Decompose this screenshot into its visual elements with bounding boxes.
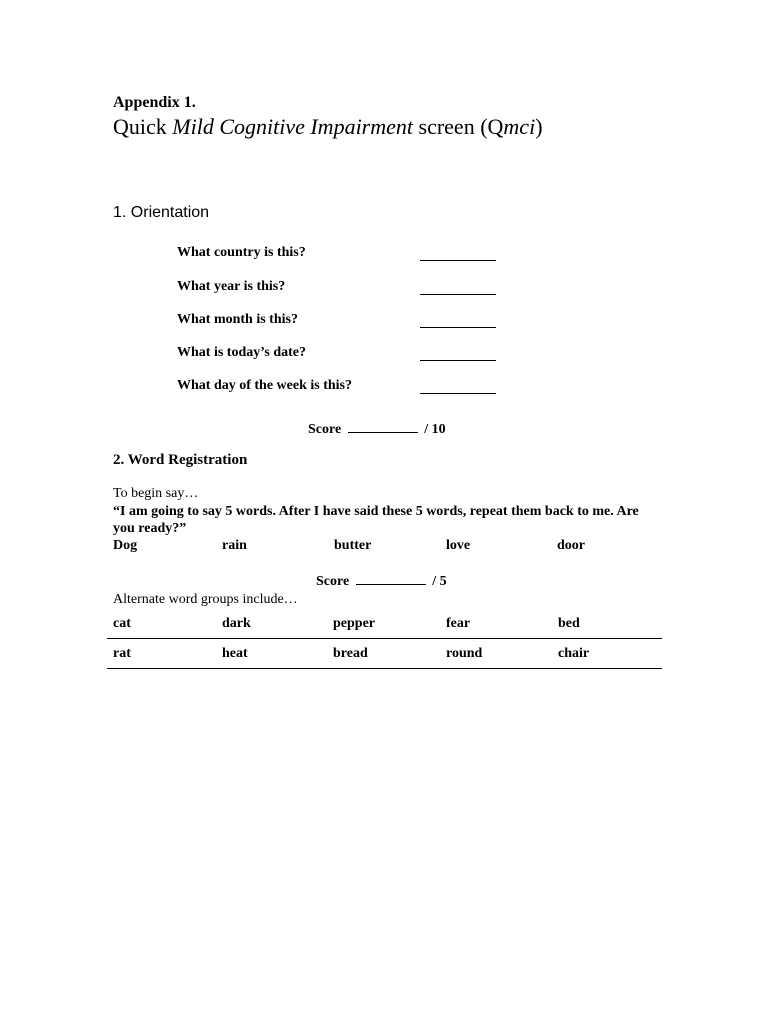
- intro-text: To begin say…: [113, 486, 199, 501]
- alt-word: chair: [558, 646, 590, 661]
- answer-blank[interactable]: [420, 294, 496, 295]
- alt-word: cat: [113, 616, 131, 631]
- answer-blank[interactable]: [420, 393, 496, 394]
- title-italic: Mild Cognitive Impairment: [172, 114, 414, 139]
- orientation-heading: 1. Orientation: [113, 204, 210, 221]
- score-label: Score: [308, 422, 342, 437]
- orientation-score: [308, 422, 446, 438]
- title-mid: screen (Q: [413, 114, 504, 139]
- table-divider: [107, 638, 662, 639]
- orientation-question: What year is this?: [177, 279, 286, 294]
- word-score: [316, 574, 447, 590]
- title-post: ): [535, 114, 543, 139]
- alt-word: pepper: [333, 616, 375, 631]
- title-pre: Quick: [113, 114, 173, 139]
- orientation-question: What month is this?: [177, 312, 298, 327]
- alt-word: bread: [333, 646, 368, 661]
- table-divider: [107, 668, 662, 669]
- answer-blank[interactable]: [420, 327, 496, 328]
- word-item: love: [446, 538, 471, 553]
- title-italic-2: mci: [503, 114, 536, 139]
- word-registration-heading: 2. Word Registration: [113, 452, 248, 468]
- alt-word: dark: [222, 616, 251, 631]
- orientation-question: What is today’s date?: [177, 345, 306, 360]
- alt-word: fear: [446, 616, 471, 631]
- instruction-quote: “I am going to say 5 words. After I have said these 5 words, repeat them back to me. Are you ready?”: [113, 504, 639, 536]
- score-total: / 10: [424, 422, 446, 437]
- word-item: butter: [334, 538, 372, 553]
- score-total: / 5: [432, 574, 447, 589]
- word-item: door: [557, 538, 585, 553]
- alternate-label: Alternate word groups include…: [113, 592, 298, 607]
- alt-word: heat: [222, 646, 248, 661]
- orientation-question: What country is this?: [177, 245, 306, 260]
- word-item: rain: [222, 538, 247, 553]
- score-label: Score: [316, 574, 350, 589]
- answer-blank[interactable]: [420, 360, 496, 361]
- appendix-label: Appendix 1.: [113, 94, 196, 111]
- word-item: Dog: [113, 538, 138, 553]
- score-blank[interactable]: [356, 574, 426, 585]
- score-blank[interactable]: [348, 422, 418, 433]
- orientation-question: What day of the week is this?: [177, 378, 353, 393]
- alt-word: round: [446, 646, 483, 661]
- answer-blank[interactable]: [420, 260, 496, 261]
- page-title: [113, 114, 543, 140]
- alt-word: bed: [558, 616, 580, 631]
- alt-word: rat: [113, 646, 131, 661]
